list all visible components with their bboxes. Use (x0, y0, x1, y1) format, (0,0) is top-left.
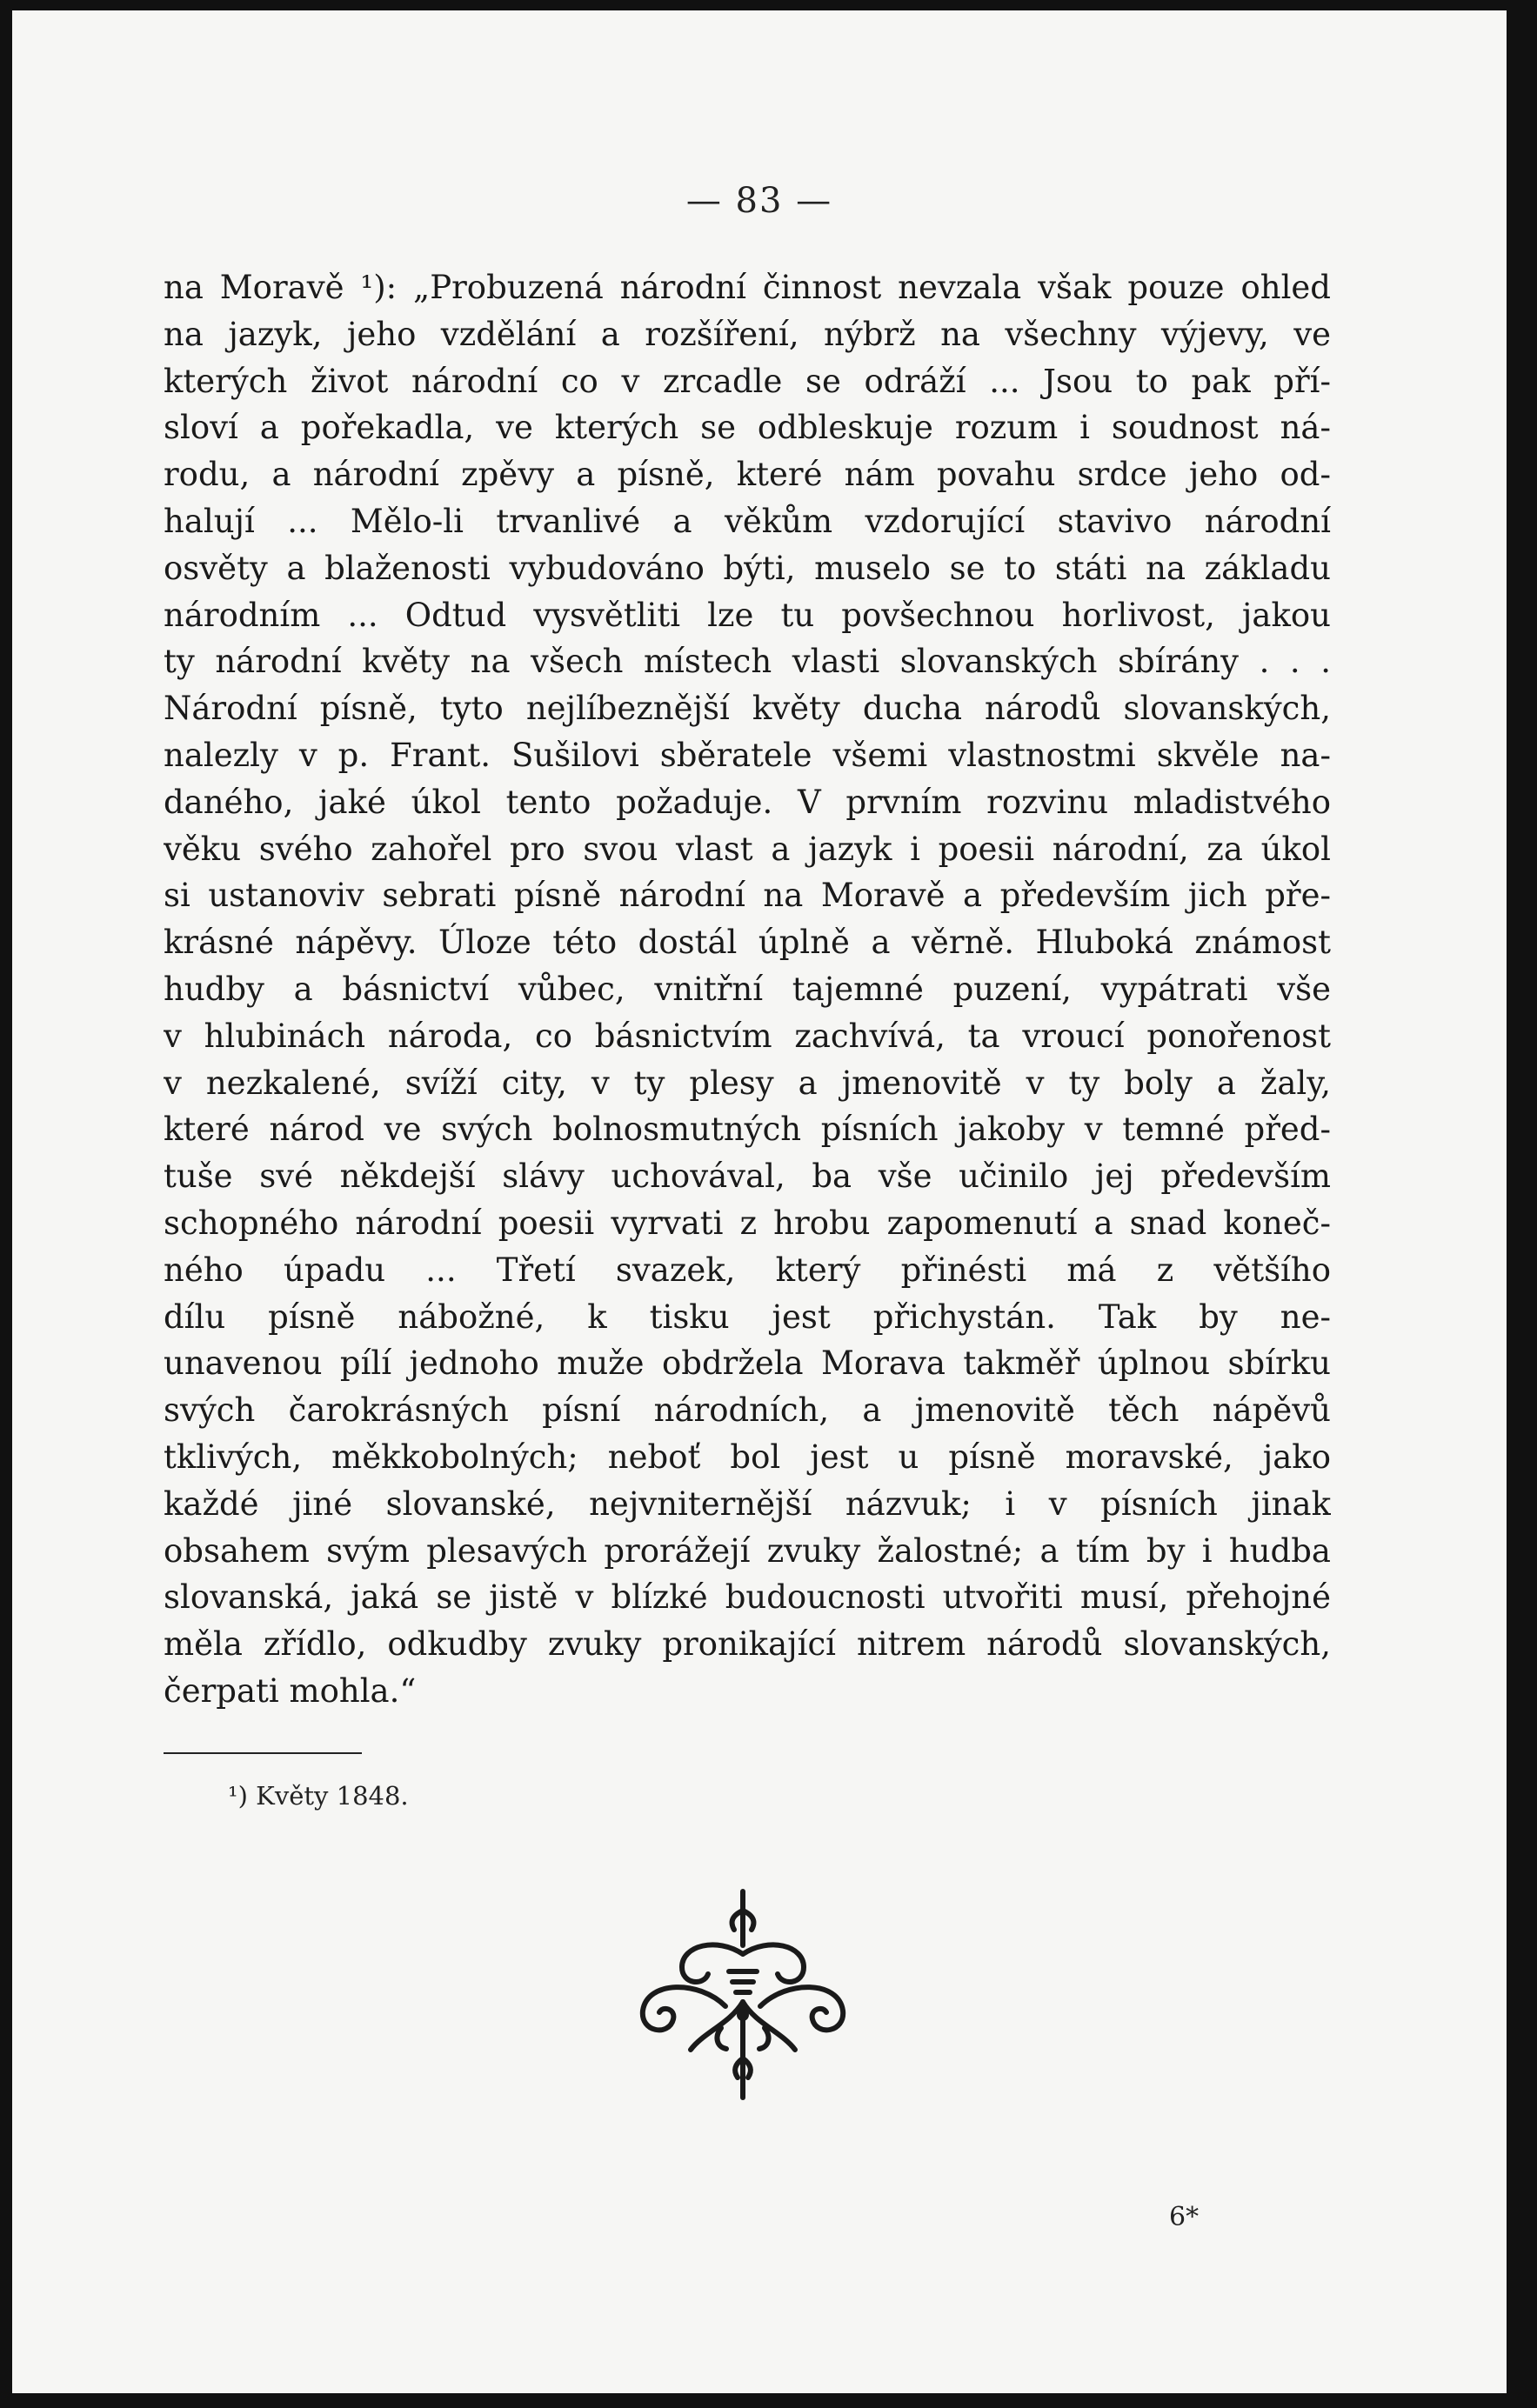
text-line: krásné nápěvy. Úloze této dostál úplně a věrně. Hluboká známost (164, 924, 1331, 962)
footnote-rule (164, 1752, 362, 1754)
text-line: věku svého zahořel pro svou vlast a jazyk i poesii národní, za úkol (164, 830, 1331, 868)
text-line: halují ... Mělo-li trvanlivé a věkům vzdorující stavivo národní (164, 502, 1331, 540)
text-line: nalezly v p. Frant. Sušilovi sběratele všemi vlastnostmi skvěle na- (164, 736, 1331, 774)
text-line: na jazyk, jeho vzdělání a rozšíření, nýbrž na všechny výjevy, ve (164, 315, 1331, 353)
text-line: Národní písně, tyto nejlíbeznější květy ducha národů slovanských, (164, 690, 1331, 728)
text-line: čerpati mohla.“ (164, 1671, 417, 1710)
footnote: ¹) Květy 1848. (228, 1781, 409, 1811)
text-line: ného úpadu ... Třetí svazek, který přinésti má z většího (164, 1251, 1331, 1289)
text-line: které národ ve svých bolnosmutných písních jakoby v temné před- (164, 1111, 1331, 1149)
body-text (164, 264, 1331, 1715)
book-page (12, 10, 1507, 2393)
text-line: unavenou pílí jednoho muže obdržela Morava takměř úplnou sbírku (164, 1344, 1331, 1383)
text-line: si ustanoviv sebrati písně národní na Moravě a především jich pře- (164, 877, 1331, 915)
text-line: daného, jaké úkol tento požaduje. V prvním rozvinu mladistvého (164, 783, 1331, 821)
signature-mark: 6* (1169, 2202, 1200, 2232)
text-line: dílu písně nábožné, k tisku jest přichystán. Tak by ne- (164, 1297, 1331, 1336)
text-line: rodu, a národní zpěvy a písně, které nám povahu srdce jeho od- (164, 456, 1331, 494)
page-number: — 83 — (685, 181, 833, 221)
text-line: v nezkalené, svíží city, v ty plesy a jmenovitě v ty boly a žaly, (164, 1064, 1331, 1102)
text-line: tuše své někdejší slávy uchovával, ba vše učinilo jej především (164, 1157, 1331, 1196)
text-line: svých čarokrásných písní národních, a jmenovitě těch nápěvů (164, 1391, 1331, 1430)
text-line: měla zřídlo, odkudby zvuky pronikající nitrem národů slovanských, (164, 1625, 1331, 1664)
text-line: osvěty a blaženosti vybudováno býti, muselo se to státi na základu (164, 549, 1331, 587)
text-line: na Moravě ¹): „Probuzená národní činnost nevzala však pouze ohled (164, 269, 1331, 306)
text-line: v hlubinách národa, co básnictvím zachvívá, ta vroucí ponořenost (164, 1017, 1331, 1055)
text-line: hudby a básnictví vůbec, vnitřní tajemné puzení, vypátrati vše (164, 970, 1331, 1008)
text-line: tklivých, měkkobolných; neboť bol jest u písně moravské, jako (164, 1437, 1331, 1476)
fleuron-ornament-icon (630, 1884, 856, 2111)
text-line: sloví a pořekadla, ve kterých se odbleskuje rozum i soudnost ná- (164, 409, 1331, 447)
text-line: každé jiné slovanské, nejvniternější názvuk; i v písních jinak (164, 1484, 1331, 1523)
text-line: ty národní květy na všech místech vlasti slovanských sbírány . . . (164, 643, 1331, 681)
text-line: národním ... Odtud vysvětliti lze tu povšechnou horlivost, jakou (164, 596, 1331, 634)
text-line: slovanská, jaká se jistě v blízké budoucnosti utvořiti musí, přehojné (164, 1578, 1331, 1617)
text-line: kterých život národní co v zrcadle se odráží ... Jsou to pak pří- (164, 362, 1331, 400)
text-line: obsahem svým plesavých prorážejí zvuky žalostné; a tím by i hudba (164, 1531, 1331, 1570)
text-line: schopného národní poesii vyrvati z hrobu zapomenutí a snad koneč- (164, 1204, 1331, 1242)
